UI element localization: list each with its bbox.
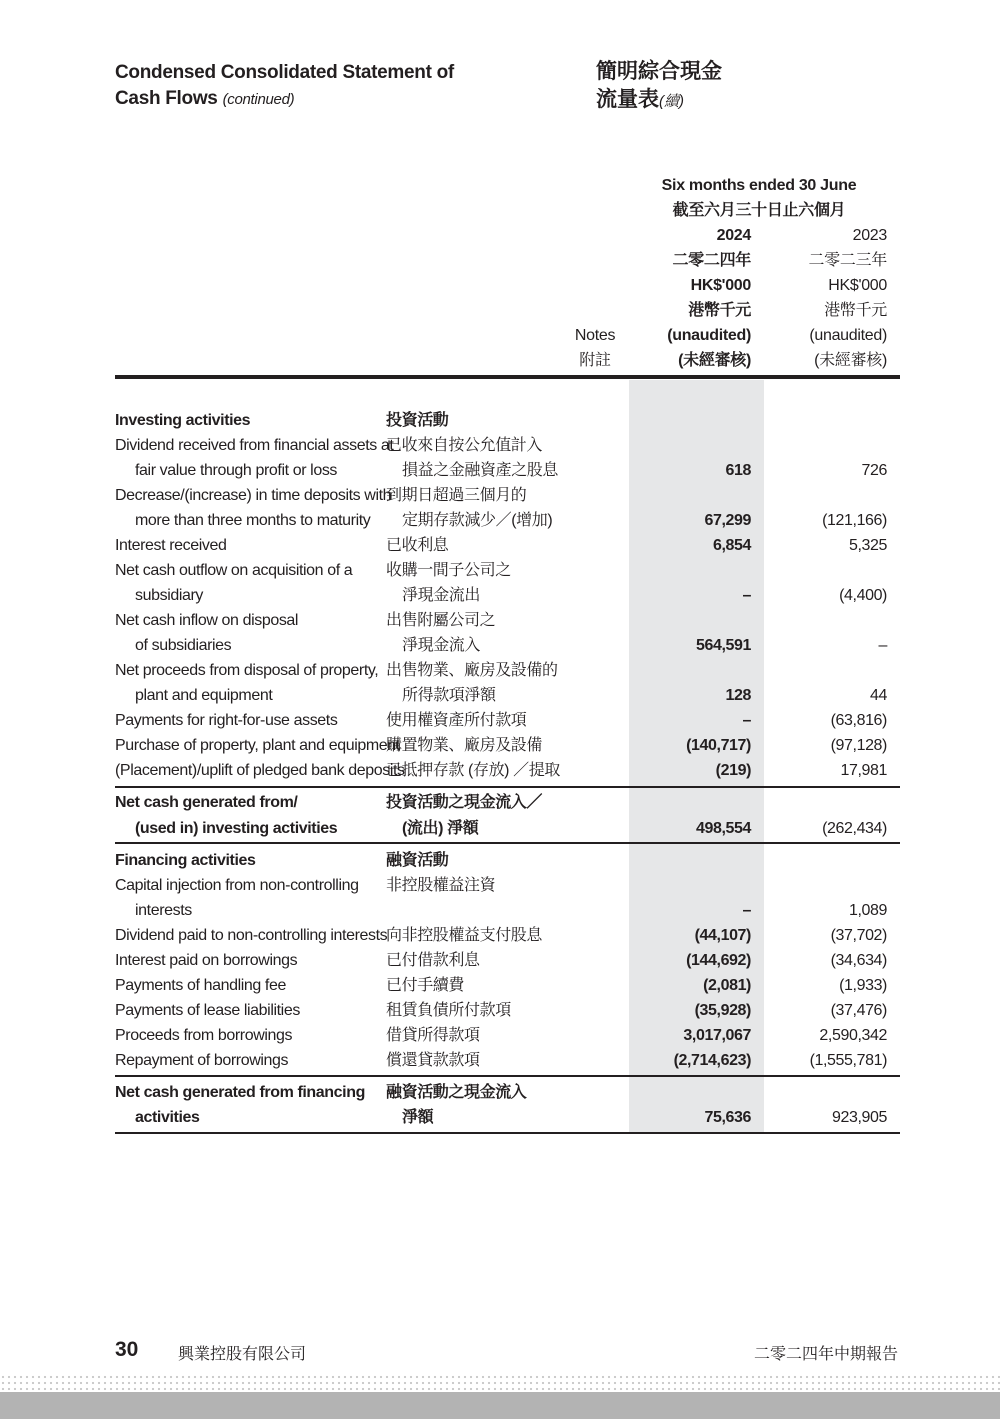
col2024-status-zh: (未經審核)	[678, 352, 751, 369]
row-value-2023: (1,933)	[839, 977, 887, 994]
table-row	[0, 790, 1000, 815]
row-label-en: Dividend paid to non-controlling interests	[115, 927, 388, 944]
row-label-zh: 非控股權益注資	[386, 877, 496, 894]
row-value-2023: 17,981	[840, 762, 887, 779]
row-label-en: (used in) investing activities	[135, 820, 338, 837]
table-row	[0, 873, 1000, 898]
row-label-zh: 已收利息	[386, 537, 449, 554]
investing-subtotal-rule	[115, 786, 900, 788]
row-value-2023: (1,555,781)	[809, 1052, 887, 1069]
table-row	[0, 998, 1000, 1023]
col2024-unit: HK$'000	[690, 277, 751, 294]
row-label-en: Dividend received from financial assets at	[115, 437, 394, 454]
footer-dot-pattern	[0, 1374, 1000, 1392]
table-row	[0, 898, 1000, 923]
row-value-2023: 5,325	[848, 537, 887, 554]
row-value-2023: 726	[861, 462, 887, 479]
table-row	[0, 733, 1000, 758]
footer-company-name: 興業控股有限公司	[178, 1346, 307, 1363]
col2023-status: (unaudited)	[809, 327, 887, 344]
table-row	[0, 408, 1000, 433]
row-value-2024: 75,636	[704, 1109, 751, 1126]
row-value-2024: (219)	[715, 762, 751, 779]
table-row	[0, 1048, 1000, 1073]
row-value-2024: (44,107)	[694, 927, 751, 944]
table-row	[0, 608, 1000, 633]
row-label-zh: 已付借款利息	[386, 952, 480, 969]
row-label-zh: 出售附屬公司之	[386, 612, 496, 629]
table-row	[0, 973, 1000, 998]
table-row	[0, 508, 1000, 533]
row-label-zh: 所得款項淨額	[402, 687, 496, 704]
row-label-en: Payments for right-for-use assets	[115, 712, 338, 729]
col2023-unit: HK$'000	[828, 277, 887, 294]
table-row	[0, 458, 1000, 483]
table-row	[0, 558, 1000, 583]
col2024-unit-zh: 港幣千元	[688, 302, 751, 319]
row-label-zh: 淨額	[402, 1109, 434, 1126]
row-value-2024: (2,714,623)	[673, 1052, 751, 1069]
row-value-2024: 67,299	[704, 512, 751, 529]
row-label-en: Net cash generated from financing	[115, 1084, 365, 1101]
table-row	[0, 433, 1000, 458]
row-label-zh: 投資活動	[386, 412, 449, 429]
page-number: 30	[115, 1338, 139, 1361]
title-zh-continued: (續)	[659, 93, 684, 110]
row-value-2024: (35,928)	[694, 1002, 751, 1019]
row-value-2023: (4,400)	[839, 587, 887, 604]
row-label-en: Net cash generated from/	[115, 794, 298, 811]
row-label-en: fair value through profit or loss	[135, 462, 338, 479]
table-row	[0, 848, 1000, 873]
period-header-zh: 截至六月三十日止六個月	[672, 202, 846, 219]
footer-band	[0, 1392, 1000, 1419]
table-row	[0, 583, 1000, 608]
row-label-zh: 已付手續費	[386, 977, 465, 994]
title-en-line2: Cash Flows	[115, 88, 218, 109]
col2024-year-zh: 二零二四年	[672, 252, 751, 269]
table-row	[0, 816, 1000, 841]
row-label-zh: 收購一間子公司之	[386, 562, 511, 579]
row-value-2024: 6,854	[712, 537, 751, 554]
footer-report-title: 二零二四年中期報告	[753, 1346, 898, 1363]
notes-header-en: Notes	[574, 327, 616, 344]
row-label-en: Capital injection from non-controlling	[115, 877, 359, 894]
title-zh-line2: 流量表	[596, 88, 659, 111]
row-label-zh: 償還貸款款項	[386, 1052, 480, 1069]
table-row	[0, 483, 1000, 508]
row-value-2024: –	[742, 587, 751, 604]
row-label-en: Interest received	[115, 537, 227, 554]
row-label-en: of subsidiaries	[135, 637, 232, 654]
row-value-2023: (37,476)	[830, 1002, 887, 1019]
row-value-2023: 2,590,342	[819, 1027, 887, 1044]
table-row	[0, 758, 1000, 783]
page-title-chinese	[596, 58, 722, 116]
col2024-status: (unaudited)	[667, 327, 751, 344]
row-label-zh: 使用權資產所付款項	[386, 712, 527, 729]
table-row	[0, 923, 1000, 948]
title-en-continued: (continued)	[222, 91, 295, 108]
row-label-en: Payments of handling fee	[115, 977, 286, 994]
row-value-2024: 564,591	[695, 637, 751, 654]
row-label-en: more than three months to maturity	[135, 512, 371, 529]
row-label-en: Net cash inflow on disposal	[115, 612, 299, 629]
col2023-year-zh: 二零二三年	[808, 252, 887, 269]
row-label-en: (Placement)/uplift of pledged bank deposits	[115, 762, 405, 779]
row-label-zh: 損益之金融資產之股息	[402, 462, 559, 479]
row-value-2023: 1,089	[848, 902, 887, 919]
row-value-2024: –	[742, 712, 751, 729]
row-label-en: Decrease/(increase) in time deposits with	[115, 487, 392, 504]
table-row	[0, 683, 1000, 708]
row-value-2024: (144,692)	[686, 952, 751, 969]
row-value-2024: 618	[725, 462, 751, 479]
row-value-2024: –	[742, 902, 751, 919]
title-en-line1: Condensed Consolidated Statement of	[115, 62, 454, 83]
table-row	[0, 948, 1000, 973]
row-label-en: plant and equipment	[135, 687, 273, 704]
notes-header-zh: 附註	[579, 352, 611, 369]
row-label-zh: 融資活動之現金流入	[386, 1084, 527, 1101]
row-label-en: Proceeds from borrowings	[115, 1027, 293, 1044]
row-label-zh: 租賃負債所付款項	[386, 1002, 511, 1019]
row-label-en: Purchase of property, plant and equipment	[115, 737, 400, 754]
table-row	[0, 708, 1000, 733]
row-value-2023: (34,634)	[830, 952, 887, 969]
row-label-en: Net cash outflow on acquisition of a	[115, 562, 353, 579]
page-title-english	[115, 60, 454, 113]
row-label-zh: 融資活動	[386, 852, 449, 869]
row-value-2023: (97,128)	[830, 737, 887, 754]
row-label-zh: 出售物業、廠房及設備的	[386, 662, 558, 679]
table-row	[0, 1105, 1000, 1130]
row-label-en: Net proceeds from disposal of property,	[115, 662, 379, 679]
row-value-2023: (121,166)	[822, 512, 887, 529]
row-label-zh: 已抵押存款 (存放) ／提取	[386, 762, 560, 779]
row-value-2024: (140,717)	[686, 737, 751, 754]
col2023-unit-zh: 港幣千元	[824, 302, 887, 319]
row-value-2024: 498,554	[695, 820, 751, 837]
row-label-en: Payments of lease liabilities	[115, 1002, 300, 1019]
row-label-zh: 淨現金流出	[402, 587, 481, 604]
table-row	[0, 1080, 1000, 1105]
row-label-en: interests	[135, 902, 192, 919]
row-label-zh: 購置物業、廠房及設備	[386, 737, 543, 754]
row-value-2023: 923,905	[831, 1109, 887, 1126]
col2024-year: 2024	[716, 227, 751, 244]
row-label-zh: 投資活動之現金流入／	[386, 794, 543, 811]
row-label-zh: 定期存款減少／(增加)	[402, 512, 553, 529]
row-value-2023: (262,434)	[822, 820, 887, 837]
col2023-year: 2023	[852, 227, 887, 244]
col2023-status-zh: (未經審核)	[814, 352, 887, 369]
row-label-zh: 向非控股權益支付股息	[386, 927, 543, 944]
row-value-2023: –	[878, 637, 887, 654]
row-label-en: Financing activities	[115, 852, 256, 869]
investing-total-rule	[115, 842, 900, 844]
table-row	[0, 633, 1000, 658]
row-value-2023: (63,816)	[830, 712, 887, 729]
table-row	[0, 658, 1000, 683]
header-rule	[115, 375, 900, 379]
row-label-en: Repayment of borrowings	[115, 1052, 289, 1069]
row-label-en: subsidiary	[135, 587, 204, 604]
row-label-en: activities	[135, 1109, 200, 1126]
title-zh-line1: 簡明綜合現金	[596, 60, 722, 83]
row-label-en: Interest paid on borrowings	[115, 952, 298, 969]
row-label-zh: (流出) 淨額	[402, 820, 479, 837]
financing-subtotal-rule	[115, 1075, 900, 1077]
row-label-zh: 到期日超過三個月的	[386, 487, 527, 504]
row-label-zh: 淨現金流入	[402, 637, 481, 654]
row-value-2024: 3,017,067	[683, 1027, 751, 1044]
row-label-zh: 借貸所得款項	[386, 1027, 480, 1044]
row-label-zh: 已收來自按公允值計入	[386, 437, 543, 454]
financing-total-rule	[115, 1132, 900, 1134]
row-value-2023: (37,702)	[830, 927, 887, 944]
row-value-2024: 128	[725, 687, 751, 704]
period-header-en: Six months ended 30 June	[661, 177, 857, 194]
table-row	[0, 533, 1000, 558]
table-row	[0, 1023, 1000, 1048]
row-label-en: Investing activities	[115, 412, 251, 429]
row-value-2024: (2,081)	[703, 977, 751, 994]
row-value-2023: 44	[870, 687, 887, 704]
